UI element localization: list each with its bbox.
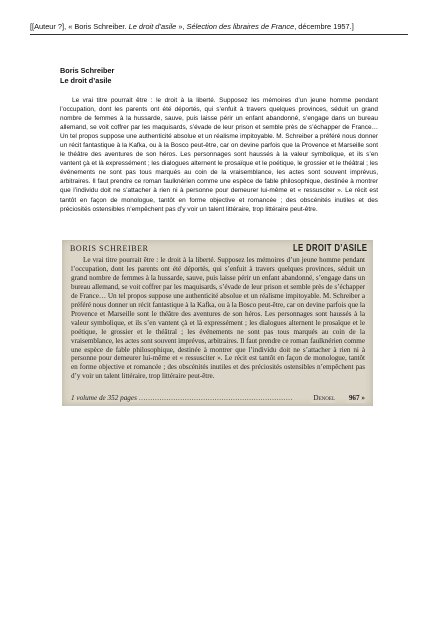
clipping-body: Le vrai titre pourrait être : le droit à la liberté. Supposez les mémoires d’un jeune homme pendant l’occupation, dont les parents ont été déportés, qui s’enfuit à travers quelques provinces, séduit un grand nombre de femmes à la hussarde, sauve, puis laisse périr un enfant abandonné, s’engage dans un bureau allemand, se voit coffrer par les maquisards, s’évade de leur prison et semble près de s’échapper de France… Un tel propos suppose une authenticité absolue et un réalisme impitoyable. M. Schreiber a préféré nous donner un récit fantastique à la Kafka, ou à la Bosco peut-être, car on devine parfois que la Provence et Marseille sont le théâtre des aventures de son héros. Les personnages sont haussés à la valeur symbolique, et ils s’en vantent çà et là expressément ; les dialogues alternent le prosaïque et le poétique, le grossier et le théâtral ; les événements ne sont pas tous marqués au coin de la vraisemblance, les actes sont souvent imprévus, arbitraires. Il faut prendre ce roman faulknérien comme une espèce de fable philosophique, destinée à montrer que l’individu doit ne s’attacher à rien ni à personne pour demeurer lui-même et « ressusciter ». Le récit est tantôt en façon de monologue, tantôt en forme objective et romancée ; des obscénités inutiles et des préciosités ostensibles n’empêchent pas d’y voir un talent littéraire, trop littéraire peut-être. — [71, 256, 365, 381]
clipping-volume: 1 volume de 352 pages — [71, 394, 137, 402]
citation-work: Le droit d’asile — [128, 22, 177, 31]
citation-prefix: [[Auteur ?], « Boris Schreiber. — [30, 22, 129, 31]
citation-mid: », — [176, 22, 187, 31]
clipping-leader: ................................................................... — [138, 394, 293, 402]
clipping-publisher: Denoel — [313, 394, 335, 402]
citation-header — [30, 22, 408, 32]
clipping-title: LE DROIT D’ASILE — [292, 243, 367, 254]
article-author: Boris Schreiber — [60, 66, 115, 75]
article-title: Le droit d’asile — [60, 76, 112, 85]
clipping-author: BORIS SCHREIBER — [70, 244, 149, 253]
scanned-clipping — [62, 240, 373, 406]
article-body: Le vrai titre pourrait être : le droit à la liberté. Supposez les mémoires d’un jeune homme pendant l’occupation, dont les parents ont été déportés, qui s’enfuit à travers quelques provinces, séduit un grand nombre de femmes à la hussarde, sauve, puis laisse périr un enfant abandonné, s’engage dans un bureau allemand, se voit coffrer par les maquisards, s’évade de leur prison et semble près de s’échapper de France… Un tel propos suppose une authenticité absolue et un réalisme impitoyable. M. Schreiber a préféré nous donner un récit fantastique à la Kafka, ou à la Bosco peut-être, car on devine parfois que la Provence et Marseille sont le théâtre des aventures de son héros. Les personnages sont haussés à la valeur symbolique, et ils s’en vantent çà et là expressément ; les dialogues alternent le prosaïque et le poétique, le grossier et le théâtral ; les événements ne sont pas tous marqués au coin de la vraisemblance, les actes sont souvent imprévus, arbitraires. Il faut prendre ce roman faulknérien comme une espèce de fable philosophique, destinée à montrer que l’individu doit ne s’attacher à rien ni à personne pour demeurer lui-même et « ressusciter ». Le récit est tantôt en façon de monologue, tantôt en forme objective et romancée ; des obscénités inutiles et des préciosités ostensibles n’empêchent pas d’y voir un talent littéraire, trop littéraire peut-être. — [60, 97, 378, 213]
clipping-number: 967 » — [346, 394, 365, 403]
clipping-footer — [71, 394, 365, 403]
citation-source: Sélection des libraires de France — [186, 22, 295, 31]
header-divider — [30, 34, 408, 35]
citation-suffix: , décembre 1957.] — [294, 22, 354, 31]
